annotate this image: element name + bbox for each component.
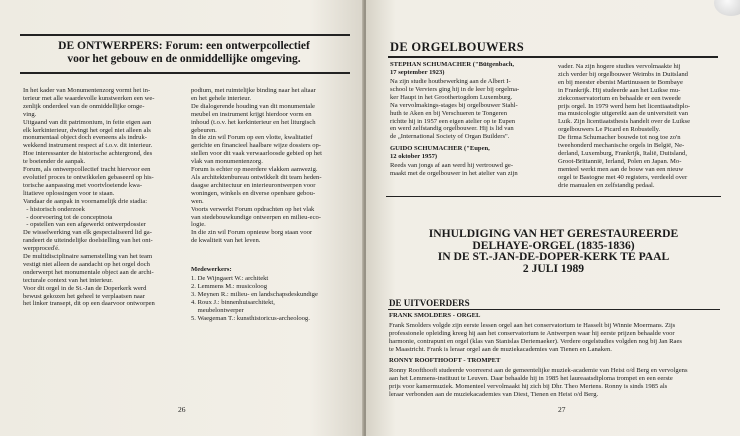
left-title-line2: voor het gebouw en de onmiddellijke omgeving. [67,53,301,65]
left-column-1: In het kader van Monumentenzorg vormt het in- terieur met alle waardevolle kunstwerken een we- zenlijk onderdeel van de onmiddellijke omge- ving. Uitgaand van dit patrimonium, in feite eigen aan elk kerkinterieur, dwingt het orgel niet alleen als monumentaal object doch eveneens als indruk- wekkend instrument respect af t.o.v. dit interieur. Hoe interessanter de historische achtergrond, des te boeiender de aanpak. Forum, als ontwerpcollectief tracht hiervoor een evolutief proces te ontwikkelen gebaseerd op his- torische aanpassing met voortvloeiende kwa- litatieve oplossingen voor te staan. Vandaar de aanpak in voornamelijk drie stadia: - historisch onderzoek - doorvoering tot de conceptnota - opstellen van een afgewerkt ontwerpdossier De wisselwerking van elk gespecialiseerd lid ga- randeert de uiteindelijke doelstelling van het ont- werpproceďé. De multidisciplinaire samenstelling van het team vestigt niet alleen de aandacht op het orgel doch onderwerpt het monumentale object aan de archi- tecturale context van het interieur. Voor dit orgel in de St.-Jan de Doperkerk werd bewust gekozen het geheel te verplaatsen naar het linker transept, dit op een daarvoor ontworpen [23,87,155,308]
top-rule [20,34,350,36]
title-underline-rule [20,72,350,74]
section-divider [386,196,721,197]
guido-heading: GUIDO SCHUMACHER ("Eupen, 12 oktober 1957) [390,145,490,160]
frank-heading: FRANK SMOLDERS - ORGEL [389,312,481,319]
medewerkers-list: 1. De Wijngaert W.: architekt 2. Lemmens M.: musicoloog 3. Meynen R.: milieu- en landschapsdeskundige 4. Roux J.: binnenhuisarchitekt, meubelontwerper 5. Waegeman T.: kunsthistoricus-archeoloog. [191,275,318,322]
ronny-heading: RONNY ROOFTHOOFT - TROMPET [389,357,501,364]
inauguration-title-line4: 2 JULI 1989 [522,261,585,275]
page-corner-curl [714,0,740,16]
left-title [34,40,334,66]
uitvoerders-title: DE UITVOERDERS [389,298,470,308]
left-column-2: podium, met ruimtelijke binding naar het altaar en het gehele interieur. De dialogerende houding van dit monumentale meubel en instrument krijgt hierdoor vorm en inhoud (t.o.v. het kerkinterieur en het liturgisch gebeuren. In die zin wil Forum op een vlotte, kwalitatief gerichte en financieel haalbare wijze dossiers op- stellen voor dit vaak verwaarloosde gebied op het vlak van monumentenzorg. Forum is echter op meerdere vlakken aanwezig. Als architektenbureau ontwikkelt dit team heden- daagse architectuur en interieurontwerpen voor woningen, winkels en diverse openbare gebou- wen. Voorts verwerkt Forum opdrachten op het vlak van stedebouwkundige ontwerpen en milieu-eco- logie. In die zin wil Forum opnieuw borg staan voor de kwaliteit van het leven. [191,87,322,245]
orgelbouwers-rule [388,56,718,58]
inauguration-title [386,228,721,274]
inauguration-title-line3: IN DE ST.-JAN-DE-DOPER-KERK TE PAAL [437,250,670,263]
left-title-line1: DE ONTWERPERS: Forum: een ontwerpcollectief [58,40,310,52]
guido-body: Reeds van jongs af aan werd hij vertrouwd ge- maakt met de orgelbouwer in het atelier van zijn [390,162,518,177]
right-page [366,0,740,436]
orgelbouwers-title: DE ORGELBOUWERS [390,40,525,54]
inauguration-title-line1: INHULDIGING VAN HET GERESTAUREERDE [428,227,679,240]
stephan-heading: STEPHAN SCHUMACHER ("Bütgenbach, 17 september 1923) [390,61,515,76]
medewerkers-title: Medewerkers: [191,266,232,273]
page-number-right: 27 [558,405,566,414]
inauguration-title-line2: DELHAYE-ORGEL (1835-1836) [472,238,635,252]
page-number-left: 26 [178,405,186,414]
stephan-body: Na zijn studie houtbewerking aan de Albert I- school te Verviers ging hij in de leer bij orgelma- ker Haupt in het Groothertogdom Luxemburg. Na vervolmakings-stages bij orgelbouwer Stahl- huth te Aken en bij Verschueren te Tongeren richtte hij in 1957 een eigen atelier op te Eupen en werd zelfstandig orgelbouwer. Hij is lid van de „International Society of Organ Builders". [390,78,520,141]
frank-body: Frank Smolders volgde zijn eerste lessen orgel aan het conservatorium te Hasselt bij Winnie Moermans. Zijs professionele opleiding kreeg hij aan het conservatorium te Antwerpen waar hij eerste prijzen behaalde voor harmonie, contrapunt en orgel (klas van Stanislas Deriemaeker). Verdere orgelstudies volgden nog bij Jan Raes te Maastricht. Frank is leraar orgel aan de muziekacademies van Tienen en Lanaken. [389,322,682,353]
uitvoerders-rule [388,309,720,310]
orgelbouwers-column-2: vader. Na zijn hogere studies vervolmaakte hij zich verder bij orgelbouwer Weimbs in Duitsland en bij meester ebenist Martinussen te Bombaye in Frankrijk. Hij studeerde aan het Luikse mu- ziekconservatorium en behaalde er een tweede prijs orgel. In 1979 werd hem het licentiaatsdiplo- ma musicologie uitgereikt aan de universiteit van Luik. Zijn licentiaatsthesis handelt over de Luikse orgelbouwers Le Picard en Robustelly. De firma Schumacher bouwde tot nog toe zo'n tweehonderd mechanische orgels in België, Ne- derland, Luxemburg, Frankrijk, Italië, Duitsland, Groot-Brittannië, Ierland, Polen en Japan. Mo- menteel werkt men aan de bouw van een nieuw orgel te Bastogne met 40 registers, verdeeld over drie manualen en zelfstandig pedaal. [558,63,691,189]
ronny-body: Ronny Roofthooft studeerde voorreerst aan de gemeentelijke muziek-academie van Heist o/d Berg en vervolgens aan het Lemmens-instituut te Leuven. Daar behaalde hij in 1985 het laureaatsdiploma trompet en een eerste prijs voor kamermuziek. Momenteel vervolmaakt hij zich bij Dhr. Theo Mertens. Ronny is sinds 1985 als leraar verbonden aan de muziekacademies van Diest, Tienen en Heist o/d Berg. [389,367,688,398]
left-page [0,0,364,436]
